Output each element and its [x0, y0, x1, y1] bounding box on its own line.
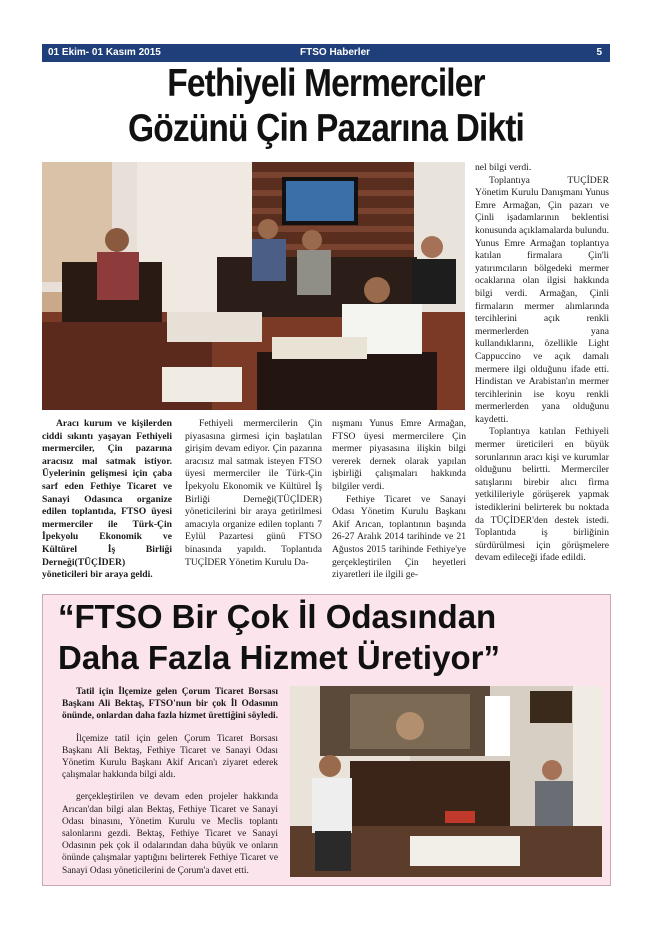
page-number: 5 — [596, 47, 602, 58]
box-paragraph: gerçekleştirilen ve devam eden projeler hakkında Arıcan'dan bilgi alan Bektaş, Fethiye Ticaret ve Sanayi Odası binasını, Yönetim Kurulu ve Meclis toplantı salonlarını gezdi. Bektaş, Fethiye Ticaret ve Sanayi Odasının pek çok il odalarından daha büyük ve onların önünde çalışmalar yaptığını belirterek Fethiye Ticaret ve Sanayi Odası yöneticilerini de Çorum'a davet etti. — [62, 792, 278, 876]
issue-date: 01 Ekim- 01 Kasım 2015 — [48, 47, 161, 58]
article-paragraph: Fethiye Ticaret ve Sanayi Odası Yönetim Kurulu Başkanı Akif Arıcan, toplantının başında 26-27 Aralık 2014 tarihinde ve 21 Ağustos 2015 tarihinde Fethiye'ye gerçekleştirilen Çin heyetleri ziyaretleri ile ilgili ge- — [332, 493, 466, 581]
article-column-3 — [332, 418, 466, 582]
section-name: FTSO Haberler — [300, 47, 371, 58]
box-lead: Tatil için İlçemize gelen Çorum Ticaret Borsası Başkanı Ali Bektaş, FTSO'nun bir çok İl Odasının önünde, onlardan daha fazla hizmet ürettiğini söyledi. — [62, 687, 278, 722]
article-paragraph: Toplantıya katılan Fethiyeli mermer üreticileri en büyük sorunlarının aracı kişi ve kurumlar olduğunu belirtti. Mermerciler satışlarını birebir alıcı firma yetkilileriyle görüşerek yapmak istediklerini belirterek bu noktada da TÜÇİDER'den destek istedi. Toplantıda iş birliğinin sürdürülmesi için görüşmelere devam edileceği ifade edildi. — [475, 426, 609, 564]
headline-line-2: Gözünü Çin Pazarına Dikti — [128, 107, 524, 150]
box-paragraph: İlçemize tatil için gelen Çorum Ticaret Borsası Başkanı Ali Bektaş, Fethiye Ticaret ve Sanayi Odası Yönetim Kurulu Başkanı Akif Arıcan'ı ziyaret ederek çalışmalar hakkında bilgi aldı. — [62, 733, 278, 781]
article-paragraph: nışmanı Yunus Emre Armağan, FTSO üyesi mermercilere Çin mermer piyasasına ilişkin bilgi vererek dernek olarak yapılan işbirliği çalışmaları hakkında bilgiler verdi. — [332, 418, 466, 492]
box-title-line-2: Daha Fazla Hizmet Üretiyor” — [58, 639, 500, 676]
article-paragraph: nel bilgi verdi. — [475, 162, 532, 173]
box-title-line-1: “FTSO Bir Çok İl Odasından — [58, 598, 497, 635]
box-text-column — [62, 686, 278, 887]
page-header-bar — [42, 44, 610, 62]
article-column-2 — [185, 418, 322, 569]
article-lead: Aracı kurum ve kişilerden ciddi sıkıntı yaşayan Fethiyeli mermerciler, Çin pazarına aracısız mal satmak istiyor. Üyelerinin gelişmesi için çaba sarf eden Fethiye Ticaret ve Sanayi Odasınca organize edilen toplantıda, FTSO üyesi mermerciler ile Türk-Çin İpekyolu Ekonomik ve Kültürel İş Birliği Derneği(TÜÇİDER) yöneticileri bir araya geldi. — [42, 418, 172, 581]
visit-photo — [290, 686, 602, 877]
article-column-4 — [475, 162, 609, 565]
meeting-photo — [42, 162, 465, 410]
article-paragraph: Toplantıya TUÇİDER Yönetim Kurulu Danışmanı Yunus Emre Armağan, Çin pazarı ve Çinli işadamlarının beklentisi konusunda açıklamalarda bulundu. Yunus Emre Armağan toplantıya katılan firmalara Çin'li yatırımcıların bölgedeki mermer ocaklarına olan ilgisi hakkında bilgi verdi. Armağan, Çinli firmaların mermer alımlarında tercihlerini açık renkli mermerlerden yana kullandıklarını, özellikle Light Cappuccino ve açık damalı mermere ilgi olduğunu ifade etti. Hindistan ve Arabistan'ın mermer tercihlerinin ise koyu renkli mermerlerden yana olduğunu kaydetti. — [475, 174, 610, 425]
headline-line-1: Fethiyeli Mermerciler — [167, 62, 485, 105]
article-column-1 — [42, 418, 172, 582]
article-paragraph: Fethiyeli mermercilerin Çin piyasasına girmesi için başlatılan girişim devam ediyor. Çin pazarına aracısız mal satmak isteyen FTSO üyesi mermerciler ile Türk-Çin İpekyolu Ekonomik ve Kültürel İş Birliği Derneği(TÜÇİDER) yöneticilerini bir araya getirilmesi amacıyla organize edilen toplantı 7 Eylül Pazartesi günü FTSO binasında yapıldı. Toplantıda TUÇİDER Yönetim Kurulu Da- — [185, 418, 322, 568]
